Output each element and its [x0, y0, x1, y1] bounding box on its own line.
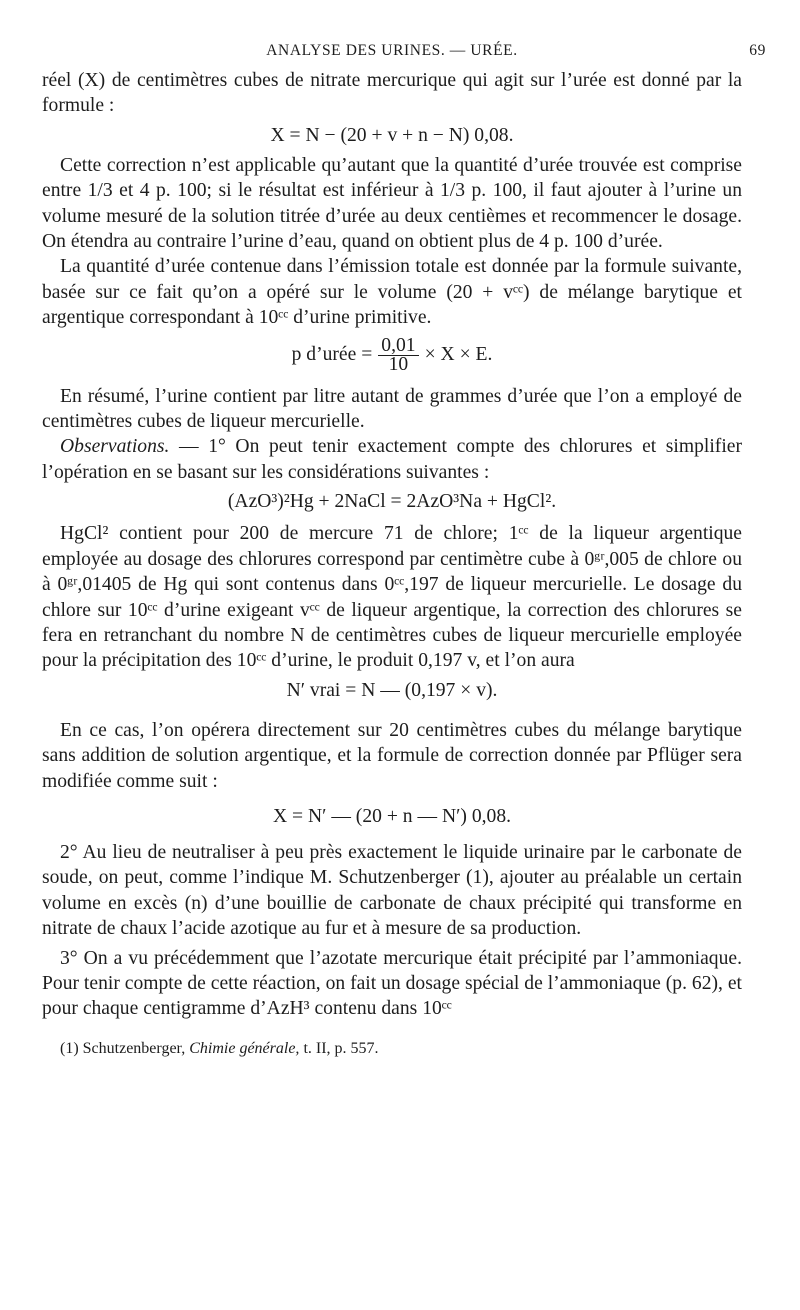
formula-reaction: (AzO³)²Hg + 2NaCl = 2AzO³Na + HgCl².: [227, 491, 557, 513]
paragraph-6: HgCl² contient pour 200 de mercure 71 de chlore; 1ᶜᶜ de la liqueur argentique employée au dosage des chlorures correspond par centimètre cube à 0ᵍʳ,005 de chlore ou à 0ᵍʳ,01405 de Hg qui sont contenus dans 0ᶜᶜ,197 de liqueur mercurielle. Le dosage du chlore sur 10ᶜᶜ d’urine exigeant vᶜᶜ de liqueur argentique, la correction des chlorures se fera en retranchant du nombre N de centimètres cubes de liqueur mercurielle employée pour la précipitation des 10ᶜᶜ d’urine, le produit 0,197 v, et l’on aura: [42, 523, 742, 672]
running-title: ANALYSE DES URINES. — URÉE.: [266, 42, 518, 59]
formula-uree-fraction: [378, 334, 418, 375]
formula-uree: [42, 334, 742, 375]
footnote-title: Chimie générale,: [189, 1039, 300, 1057]
formula-uree-left: p d’urée =: [291, 344, 373, 366]
paragraph-5-text: — 1° On peut tenir exactement compte des chlorures et simplifier l’opération en se basant sur les considérations suivantes :: [42, 436, 742, 483]
formula-pfluger: X = N′ — (20 + n — N′) 0,08.: [272, 805, 512, 827]
paragraph-1: réel (X) de centimètres cubes de nitrate mercurique qui agit sur l’urée est donné par la formule :: [42, 70, 742, 117]
footnote-reference: t. II, p. 557.: [303, 1039, 379, 1057]
fraction-denominator: 10: [388, 353, 409, 375]
paragraph-3: La quantité d’urée contenue dans l’émission totale est donnée par la formule suivante, basée sur ce fait qu’on a opéré sur le volume (20 + vᶜᶜ) de mélange barytique et argentique correspondant à 10ᶜᶜ d’urine primitive.: [42, 256, 742, 329]
paragraph-8: 2° Au lieu de neutraliser à peu près exactement le liquide urinaire par le carbonate de soude, on peut, comme l’indique M. Schutzenberger (1), ajouter au préalable un certain volume en excès (n) d’une bouillie de carbonate de chaux précipité qui transforme en nitrate de chaux l’acide azotique au fur et à mesure de sa production.: [42, 841, 742, 940]
formula-n-vrai: N′ vrai = N — (0,197 × v).: [286, 679, 498, 701]
document-page: [42, 38, 766, 1060]
paragraph-2: Cette correction n’est applicable qu’autant que la quantité d’urée trouvée est comprise entre 1/3 et 4 p. 100; si le résultat est inférieur à 1/3 p. 100, il faut ajouter à l’urine un volume mesuré de la solution titrée d’urée au deux centièmes et recommencer le dosage. On étendra au contraire l’urine d’eau, quand on obtient plus de 4 p. 100 d’urée.: [42, 154, 742, 253]
paragraph-4: En résumé, l’urine contient par litre autant de grammes d’urée que l’on a employé de centimètres cubes de liqueur mercurielle.: [42, 385, 742, 433]
formula-correction: X = N − (20 + v + n − N) 0,08.: [270, 124, 514, 146]
running-header: [42, 38, 766, 68]
footnote-author: (1) Schutzenberger,: [60, 1039, 186, 1057]
paragraph-9: 3° On a vu précédemment que l’azotate mercurique était précipité par l’ammoniaque. Pour tenir compte de cette réaction, on fait un dosage spécial de l’ammoniaque (p. 62), et pour chaque centigramme d’AzH³ contenu dans 10ᶜᶜ: [42, 947, 742, 1020]
paragraph-7: En ce cas, l’on opérera directement sur 20 centimètres cubes du mélange barytique sans addition de solution argentique, et la formule de correction donnée par Pflüger sera modifiée comme suit :: [42, 719, 742, 792]
page-number: 69: [749, 42, 766, 59]
formula-uree-right: × X × E.: [424, 344, 493, 366]
footnote: [42, 1038, 742, 1060]
observations-label: Observations.: [60, 436, 170, 458]
fraction-numerator: 0,01: [378, 337, 418, 356]
paragraph-5: [42, 434, 742, 485]
